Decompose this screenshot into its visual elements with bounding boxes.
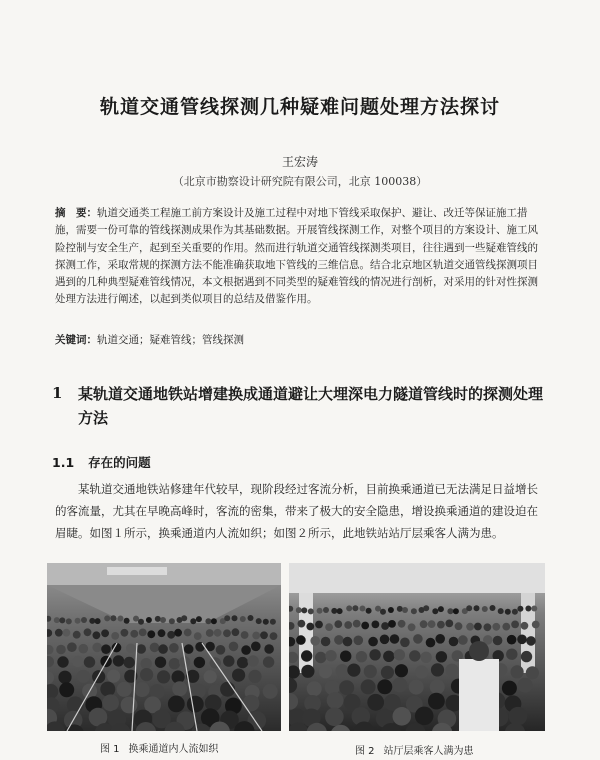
figure-1-caption-text: 换乘通道内人流如织 [128, 744, 219, 755]
figure-1-caption [100, 740, 219, 755]
section-number: 1 [52, 384, 63, 402]
subsection-number: 1.1 [52, 455, 75, 470]
figure-2-photo [289, 563, 545, 731]
figure-1-photo [47, 563, 281, 731]
figure-2-number: 图 2 [355, 746, 375, 757]
subsection-heading [52, 453, 151, 471]
paper-title: 轨道交通管线探测几种疑难问题处理方法探讨 [99, 96, 500, 118]
abstract-text: 轨道交通类工程施工前方案设计及施工过程中对地下管线采取保护、避让、改迁等保证施工措施，需要一份可靠的管线探测成果作为其基础数据。开展管线探测工作，对整个项目的方案设计、施工风险控制与安全生产，起到至关重要的作用。然而进行轨道交通管线探测类项目，往往遇到一些疑难管线的探测工作，采取常规的探测方法不能准确获取地下管线的三维信息。结合北京地区轨道交通管线探测项目遇到的几种典型疑难管线情况，本文根据遇到不同类型的疑难管线的情况进行剖析，对采用的针对性探测处理方法进行阐述，以起到类似项目的总结及借鉴作用。 [55, 207, 538, 306]
keywords-label: 关键词： [55, 334, 97, 346]
abstract [55, 205, 547, 309]
figure-2-caption [355, 742, 474, 757]
figure-2-caption-text: 站厅层乘客人满为患 [383, 746, 474, 757]
body-paragraph: 某轨道交通地铁站修建年代较早，现阶段经过客流分析，目前换乘通道已无法满足日益增长的客流量，尤其在早晚高峰时，客流的密集，带来了极大的安全隐患，增设换乘通道的建设迫在眉睫。如图１所示，换乘通道内人流如织；如图２所示，此地铁站站厅层乘客人满为患。 [55, 482, 538, 540]
author-name: 王宏涛 [281, 155, 318, 169]
keywords [55, 332, 547, 347]
abstract-label: 摘 要： [55, 207, 97, 219]
figure-1-number: 图 1 [100, 744, 120, 755]
section-title: 某轨道交通地铁站增建换成通道避让大埋深电力隧道管线时的探测处理方法 [78, 385, 544, 427]
keywords-text: 轨道交通；疑难管线；管线探测 [97, 334, 244, 346]
author-affiliation: （北京市勘察设计研究院有限公司，北京 100038） [172, 175, 428, 188]
subsection-title: 存在的问题 [88, 455, 151, 470]
